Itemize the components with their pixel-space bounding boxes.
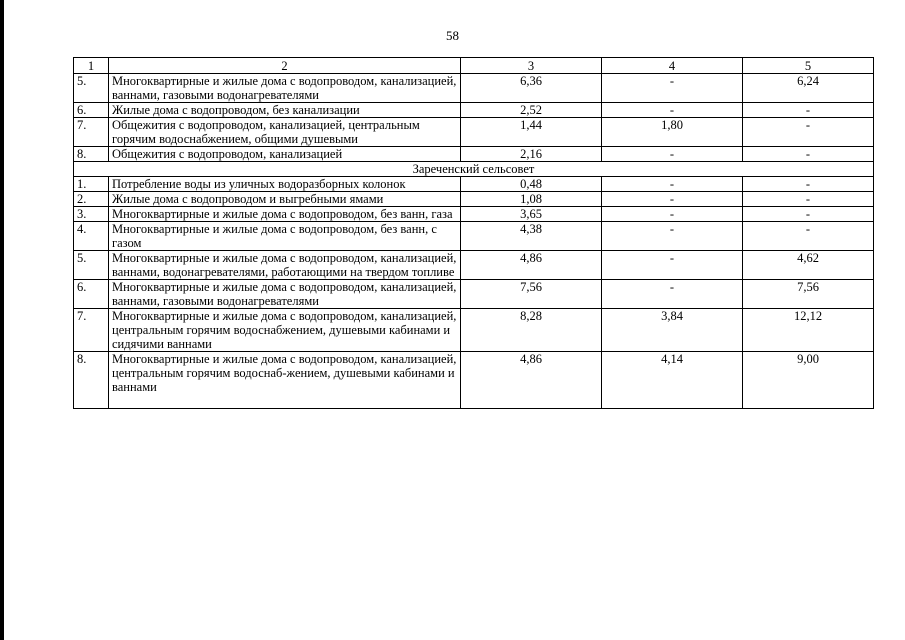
row-value-col5: - — [743, 177, 874, 192]
header-cell-4: 4 — [602, 58, 743, 74]
row-description: Многоквартирные и жилые дома с водопроводом, канализацией, ваннами, газовыми водонагревателями — [109, 74, 461, 103]
row-number: 4. — [74, 222, 109, 251]
row-value-col3: 7,56 — [461, 280, 602, 309]
row-number: 2. — [74, 192, 109, 207]
section-heading: Зареченский сельсовет — [74, 162, 874, 177]
row-value-col4: 1,80 — [602, 118, 743, 147]
row-value-col3: 1,08 — [461, 192, 602, 207]
row-description: Жилые дома с водопроводом и выгребными ямами — [109, 192, 461, 207]
row-description: Многоквартирные и жилые дома с водопроводом, без ванн, с газом — [109, 222, 461, 251]
row-number: 1. — [74, 177, 109, 192]
row-description: Многоквартирные и жилые дома с водопроводом, канализацией, ваннами, газовыми водонагревателями — [109, 280, 461, 309]
row-value-col4: - — [602, 103, 743, 118]
row-value-col3: 3,65 — [461, 207, 602, 222]
row-description: Многоквартирные и жилые дома с водопроводом, канализацией, центральным горячим водоснаб-жением, душевыми кабинами и ваннами — [109, 352, 461, 409]
row-value-col3: 4,86 — [461, 251, 602, 280]
row-value-col4: - — [602, 74, 743, 103]
row-number: 5. — [74, 74, 109, 103]
page-number: 58 — [446, 28, 459, 43]
row-value-col3: 6,36 — [461, 74, 602, 103]
table-row — [74, 74, 874, 103]
row-number: 5. — [74, 251, 109, 280]
water-norms-table — [73, 57, 874, 409]
row-value-col3: 4,86 — [461, 352, 602, 409]
row-value-col3: 8,28 — [461, 309, 602, 352]
header-cell-5: 5 — [743, 58, 874, 74]
row-number: 3. — [74, 207, 109, 222]
section-row — [74, 162, 874, 177]
row-value-col4: - — [602, 222, 743, 251]
table-row — [74, 103, 874, 118]
row-value-col5: - — [743, 103, 874, 118]
table-row — [74, 177, 874, 192]
row-description: Потребление воды из уличных водоразборных колонок — [109, 177, 461, 192]
row-description: Общежития с водопроводом, канализацией, центральным горячим водоснабжением, общими душевыми — [109, 118, 461, 147]
table-row — [74, 309, 874, 352]
row-value-col4: 4,14 — [602, 352, 743, 409]
header-cell-3: 3 — [461, 58, 602, 74]
row-value-col5: 9,00 — [743, 352, 874, 409]
row-value-col4: - — [602, 207, 743, 222]
table-row — [74, 147, 874, 162]
row-value-col5: - — [743, 118, 874, 147]
row-value-col5: 12,12 — [743, 309, 874, 352]
header-cell-1: 1 — [74, 58, 109, 74]
table-row — [74, 251, 874, 280]
row-number: 8. — [74, 147, 109, 162]
row-value-col5: - — [743, 207, 874, 222]
row-value-col4: - — [602, 177, 743, 192]
row-value-col4: - — [602, 192, 743, 207]
row-value-col5: 6,24 — [743, 74, 874, 103]
table-row — [74, 352, 874, 409]
row-description: Многоквартирные и жилые дома с водопроводом, канализацией, ваннами, водонагревателями, работающими на твердом топливе — [109, 251, 461, 280]
row-number: 7. — [74, 118, 109, 147]
table-header-row — [74, 58, 874, 74]
row-value-col3: 4,38 — [461, 222, 602, 251]
row-value-col5: 4,62 — [743, 251, 874, 280]
row-value-col5: - — [743, 147, 874, 162]
row-value-col3: 1,44 — [461, 118, 602, 147]
row-value-col5: - — [743, 192, 874, 207]
row-number: 7. — [74, 309, 109, 352]
table-row — [74, 280, 874, 309]
table-row — [74, 207, 874, 222]
table-row — [74, 222, 874, 251]
table-row — [74, 118, 874, 147]
scan-left-edge — [0, 0, 4, 640]
row-number: 8. — [74, 352, 109, 409]
row-description: Общежития с водопроводом, канализацией — [109, 147, 461, 162]
table-row — [74, 192, 874, 207]
header-cell-2: 2 — [109, 58, 461, 74]
row-value-col4: - — [602, 280, 743, 309]
row-value-col3: 0,48 — [461, 177, 602, 192]
row-number: 6. — [74, 280, 109, 309]
row-value-col4: - — [602, 251, 743, 280]
row-description: Многоквартирные и жилые дома с водопроводом, канализацией, центральным горячим водоснабжением, душевыми кабинами и сидячими ваннами — [109, 309, 461, 352]
row-value-col4: - — [602, 147, 743, 162]
row-description: Жилые дома с водопроводом, без канализации — [109, 103, 461, 118]
row-description: Многоквартирные и жилые дома с водопроводом, без ванн, газа — [109, 207, 461, 222]
row-value-col3: 2,16 — [461, 147, 602, 162]
row-value-col5: - — [743, 222, 874, 251]
row-value-col4: 3,84 — [602, 309, 743, 352]
row-value-col3: 2,52 — [461, 103, 602, 118]
row-number: 6. — [74, 103, 109, 118]
row-value-col5: 7,56 — [743, 280, 874, 309]
